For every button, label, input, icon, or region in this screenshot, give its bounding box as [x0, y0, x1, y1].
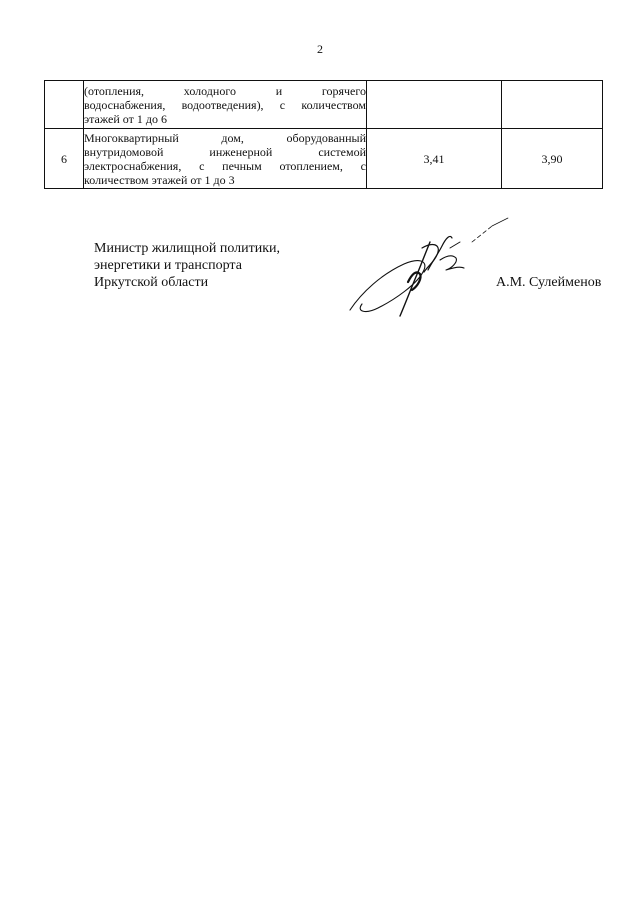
- row-number: [45, 81, 84, 129]
- table-row: [45, 129, 603, 189]
- signer-position-line: Министр жилищной политики,: [94, 241, 281, 256]
- signer-position: [94, 240, 280, 291]
- row-value-1: [367, 81, 502, 129]
- row-value-2: [502, 81, 603, 129]
- signer-name: А.М. Сулейменов: [496, 275, 602, 290]
- row-description: [84, 129, 367, 189]
- description-line: (отопления, холодного и горячего: [84, 83, 366, 98]
- tariff-table: [44, 80, 603, 189]
- table-row: [45, 81, 603, 129]
- description-line: внутридомовой инженерной системой: [84, 144, 366, 159]
- signer-position-line: Иркутской области: [94, 275, 209, 290]
- row-number: 6: [45, 129, 84, 189]
- handwritten-signature: [342, 212, 522, 322]
- row-description: [84, 81, 367, 129]
- description-line: количеством этажей от 1 до 3: [84, 172, 235, 187]
- description-line: этажей от 1 до 6: [84, 111, 167, 126]
- description-line: Многоквартирный дом, оборудованный: [84, 130, 366, 145]
- signer-position-line: энергетики и транспорта: [94, 258, 242, 273]
- page-number: 2: [317, 42, 323, 56]
- description-line: электроснабжения, с печным отоплением, с: [84, 158, 366, 173]
- description-line: водоснабжения, водоотведения), с количеством: [84, 97, 366, 112]
- row-value-2: 3,90: [502, 129, 603, 189]
- row-value-1: 3,41: [367, 129, 502, 189]
